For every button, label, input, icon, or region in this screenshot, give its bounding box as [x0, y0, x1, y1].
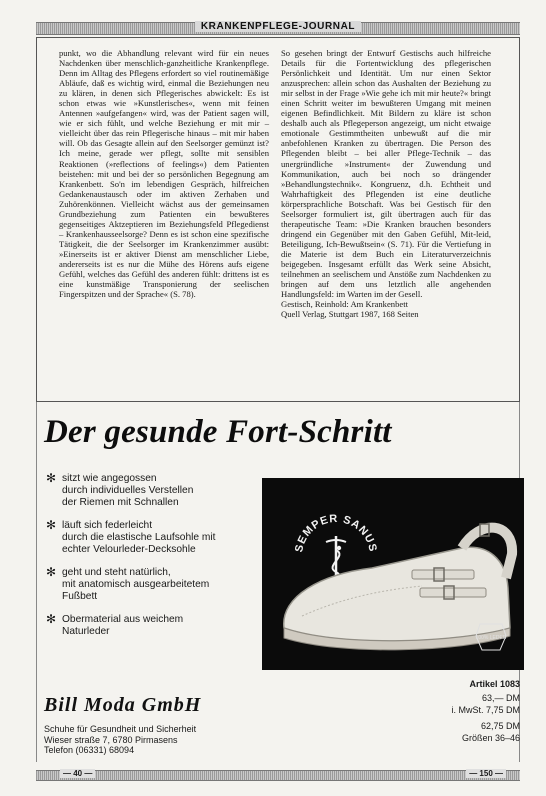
feature-item: ✻ Obermaterial aus weichem Naturleder — [46, 612, 184, 637]
article-paragraph: So gesehen bringt der Entwurf Gestischs auch hilfreiche Details für die Fortentwicklung des pflegerischen Persönlichkeit und Identität. Um nur einen Sektor anzusprechen: allein schon das Aushalten der Beziehung zu mir selbst in der Frage »Wie gehe ich mit mir heute?« bringt einen Schritt weiter im bewußteren Umgang mit meinen eigenen Befindlichkeit. Mit Bildern zu kläre ist schon deshalb auch als Pflegeperson angezeigt, um nicht etwaige emotionale Gestimmtheiten unbewußt auf die mir anbefohlenen Kranken zu übertragen. Die Person des Pflegenden bleibt – bei aller Pflege-Technik – das unergründliche »Instrument« der Zuwendung und Kommunikation, auch bei noch so drängender »Behandlungstechnik«. Kongruenz, d.h. Echtheit und Wahrhaftigkeit des Pflegenden ist eine deutliche körpersprachliche Botschaft. Was bei Gestisch für den Seelsorger formuliert ist, gilt übertragen auch für das therapeutische Team: »Die Kranken brauchen besonders dringend ein Gegenüber mit den Gaben Gefühl, Mit-leid, Beteiligung, Ich-Bewußtsein« (S. 71). Für die Vertiefung in die Materie ist dem Buch ein Literaturverzeichnis beigegeben. Insgesamt erfüllt das Werk seine Absicht, teilnehmen an seelischem und Anstöße zum Nachdenken zu bringen auf dem uns letztlich alle angehenden Handlungsfeld: im Warten im der Gesell. — [281, 48, 491, 300]
ad-headline: Der gesunde Fort-Schritt — [44, 414, 392, 450]
emblem-brand-text: SEMPER SANUS — [293, 512, 379, 554]
leather-badge-text: 100% LEDER — [475, 635, 507, 641]
star-bullet-icon: ✻ — [46, 471, 57, 485]
star-bullet-icon: ✻ — [46, 518, 57, 532]
article-left-column — [59, 48, 269, 299]
article-paragraph: punkt, wo die Abhandlung relevant wird für ein neues Nachdenken über menschlich-ganzheitliche Krankenpflege. Denn im Alltag des Pflegens erfordert so viel routinemäßige Abläufe, daß es wichtig wird, einmal die Beziehungen neu zu klären, in denen sich Pflegerisches abwickelt: Es ist schon etwas wie »Kunstlerisches«, wenn mit feinen Antennen »aufgefangen« wird, was der Patient sagen will, wie er sich fühlt, und welche Beziehung er mit mir – vielleicht über das rein Pflegerische hinaus – mit mir haben will. Ob das Gesagte allein auf den Seelsorger gemünzt ist? Ich meine, gerade wer pflegt, sollte mit sensiblen Reaktionen (»reflections of feelings«) dem Patienten beistehen: mit und bei der so persönlichen Begegnung am Krankenbett. So'n im lebendigen Gespräch, hilfreichen Gedankenaustausch oder im aktiven Zerhaben und Zuhörenkönnen. Vielleicht wächst aus der gemeinsamen Grundbeziehung zum Patienten ein bewußteres gegenseitiges Aktzeptieren im Beziehungsfeld Pflegedienst – Krankenhausseelsorge? Denn es ist schon eine spezifische Tätigkeit, die der Seelsorger im Krankenzimmer ausübt: »Einerseits ist er aktiver Dienst am menschlicher Liebe, andererseits ist es nur die Mühe des Hörens aufs eigene Gefühl, welches das Gefühl des anderen fühlt: drittens ist es eine kunstmäßige Transponierung der seelischen Fingerspitzen und der Sprache« (S. 78). — [59, 48, 269, 300]
shoe-photo — [262, 478, 524, 670]
page-number-left: — 40 — — [60, 769, 95, 778]
price-net: 62,75 DM — [480, 721, 520, 731]
company-logo: Bill Moda GmbH — [44, 694, 202, 716]
page-number-right: — 150 — — [466, 769, 506, 778]
feature-list — [46, 473, 261, 649]
company-address: Schuhe für Gesundheit und Sicherheit Wieser straße 7, 6780 Pirmasens Telefon (06331) 68094 — [44, 724, 197, 755]
clog-illustration — [262, 478, 524, 670]
footer-bar — [36, 770, 520, 781]
price-gross: 63,— DM — [481, 693, 520, 703]
article-right-column — [281, 48, 491, 319]
price-list — [400, 693, 520, 744]
feature-item: ✻ sitzt wie angegossen durch individuelles Verstellen der Riemen mit Schnallen — [46, 471, 194, 508]
book-source-author: Gestisch, Reinhold: Am Krankenbett — [281, 299, 408, 310]
feature-item: ✻ geht und steht natürlich, mit anatomisch ausgearbeitetem Fußbett — [46, 565, 210, 602]
star-bullet-icon: ✻ — [46, 612, 57, 626]
size-range: Größen 36–46 — [461, 732, 520, 743]
book-source-publisher: Quell Verlag, Stuttgart 1987, 168 Seiten — [281, 309, 419, 320]
article-number: Artikel 1083 — [469, 679, 520, 689]
header-bar — [36, 22, 520, 35]
feature-item: ✻ läuft sich federleicht durch die elastische Laufsohle mit echter Velourleder-Decksohle — [46, 518, 216, 555]
book-review-article — [36, 37, 520, 402]
journal-title: KRANKENPFLEGE-JOURNAL — [195, 21, 361, 32]
star-bullet-icon: ✻ — [46, 565, 57, 579]
price-vat: i. MwSt. 7,75 DM — [451, 704, 520, 715]
